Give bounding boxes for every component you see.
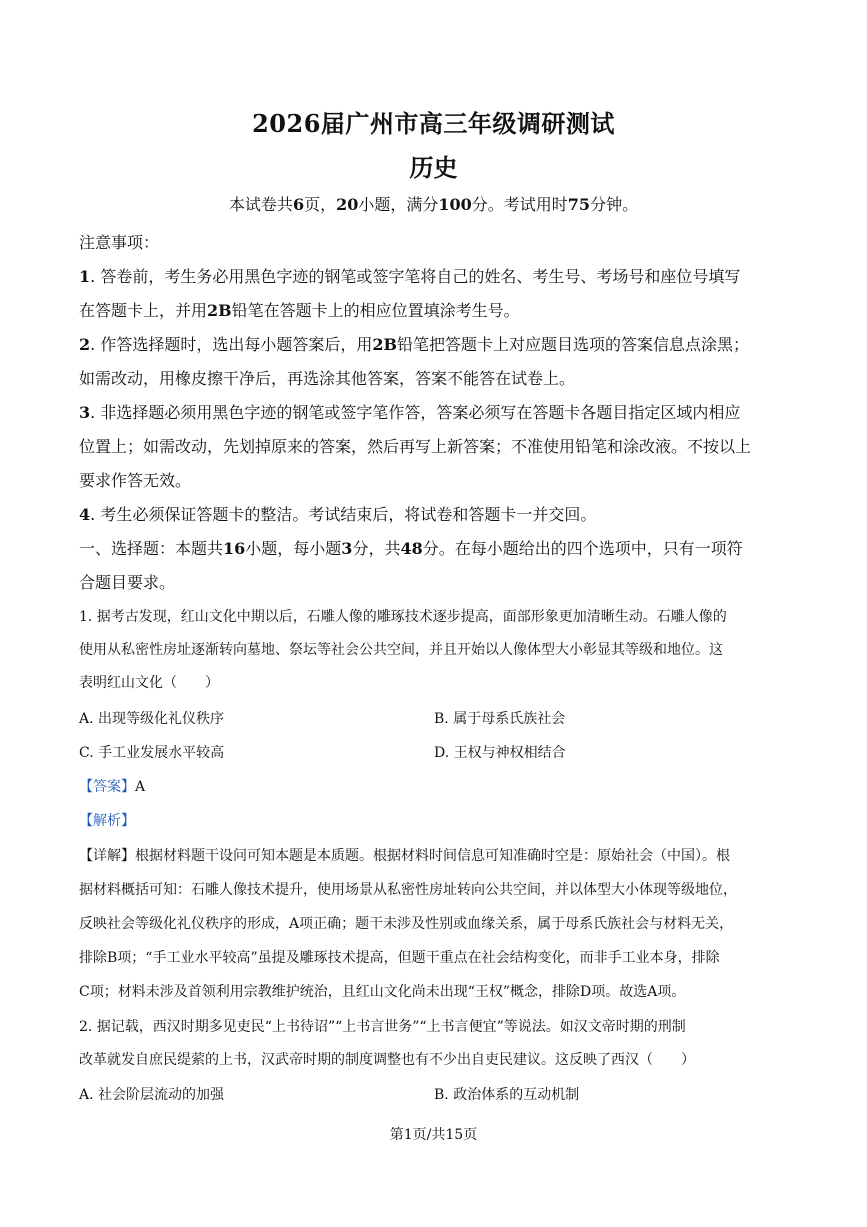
- detail-text: 根据材料题干设问可知本题是本质题。根据材料时间信息可知准确时空是：原始社会（中国）。根: [135, 848, 730, 864]
- subject-title: 历史: [409, 153, 458, 182]
- detail-line: 反映社会等级化礼仪秩序的形成，A项正确；题干未涉及性别或血缘关系，属于母系氏族社会与材料无关，: [79, 916, 734, 932]
- detail-line: 排除B项；“手工业水平较高”虽提及雕琢技术提高，但题干重点在社会结构变化，而非手工业本身，排除: [79, 950, 720, 966]
- notes-line: 如需改动，用橡皮擦干净后，再选涂其他答案，答案不能答在试卷上。: [79, 369, 576, 388]
- section-heading: 一、选择题：本题共16小题，每小题3分，共48分。在每小题给出的四个选项中，只有一项符: [79, 539, 743, 558]
- analysis-label: 【解析】: [79, 813, 135, 829]
- question-2-stem: 改革就发自庶民缇萦的上书，汉武帝时期的制度调整也有不少出自吏民建议。这反映了西汉（ ）: [79, 1052, 695, 1068]
- notes-line: 位置上；如需改动，先划掉原来的答案，然后再写上新答案；不准使用铅笔和涂改液。不按以上: [79, 437, 752, 456]
- answer-row: [79, 776, 799, 796]
- exam-title: 2026届广州市高三年级调研测试: [252, 109, 615, 138]
- notes-heading: 注意事项：: [79, 233, 160, 252]
- notes-line: 在答题卡上，并用2B铅笔在答题卡上的相应位置填涂考生号。: [79, 301, 520, 320]
- question-1-option-a: A. 出现等级化礼仪秩序: [79, 711, 225, 727]
- question-1-stem: 使用从私密性房址逐渐转向墓地、祭坛等社会公共空间，并且开始以人像体型大小彰显其等级和地位。这: [79, 642, 723, 658]
- exam-info: 本试卷共6页，20小题，满分100分。考试用时75分钟。: [228, 195, 639, 214]
- question-1-option-b: B. 属于母系氏族社会: [434, 711, 566, 727]
- answer-label: 【答案】: [79, 779, 135, 795]
- notes-line: 2. 作答选择题时，选出每小题答案后，用2B铅笔把答题卡上对应题目选项的答案信息点涂黑；: [79, 335, 749, 354]
- question-1-option-d: D. 王权与神权相结合: [434, 745, 566, 761]
- question-2-option-b: B. 政治体系的互动机制: [434, 1087, 580, 1103]
- notes-line: 4. 考生必须保证答题卡的整洁。考试结束后，将试卷和答题卡一并交回。: [79, 505, 597, 524]
- detail-line: 据材料概括可知：石雕人像技术提升，使用场景从私密性房址转向公共空间，并以体型大小体现等级地位，: [79, 882, 737, 898]
- detail-line: [79, 845, 799, 865]
- detail-label: 【详解】: [79, 848, 135, 864]
- answer-value: A: [135, 779, 146, 795]
- question-2-option-a: A. 社会阶层流动的加强: [79, 1087, 225, 1103]
- question-2-stem: 2. 据记载，西汉时期多见吏民“上书待诏”“上书言世务”“上书言便宜”等说法。如汉文帝时期的刑制: [79, 1019, 686, 1035]
- detail-line: C项；材料未涉及首领利用宗教维护统治，且红山文化尚未出现“王权”概念，排除D项。故选A项。: [79, 984, 686, 1000]
- notes-line: 1. 答卷前，考生务必用黑色字迹的钢笔或签字笔将自己的姓名、考生号、考场号和座位号填写: [79, 267, 741, 286]
- page-number: 第1页/共15页: [389, 1127, 478, 1143]
- notes-line: 3. 非选择题必须用黑色字迹的钢笔或签字笔作答，答案必须写在答题卡各题目指定区域内相应: [79, 403, 741, 422]
- question-1-stem: 表明红山文化（ ）: [79, 675, 219, 691]
- section-heading: 合题目要求。: [79, 573, 176, 592]
- question-1-option-c: C. 手工业发展水平较高: [79, 745, 225, 761]
- question-1-stem: 1. 据考古发现，红山文化中期以后，石雕人像的雕琢技术逐步提高，面部形象更加清晰生动。石雕人像的: [79, 609, 727, 625]
- notes-line: 要求作答无效。: [79, 471, 192, 490]
